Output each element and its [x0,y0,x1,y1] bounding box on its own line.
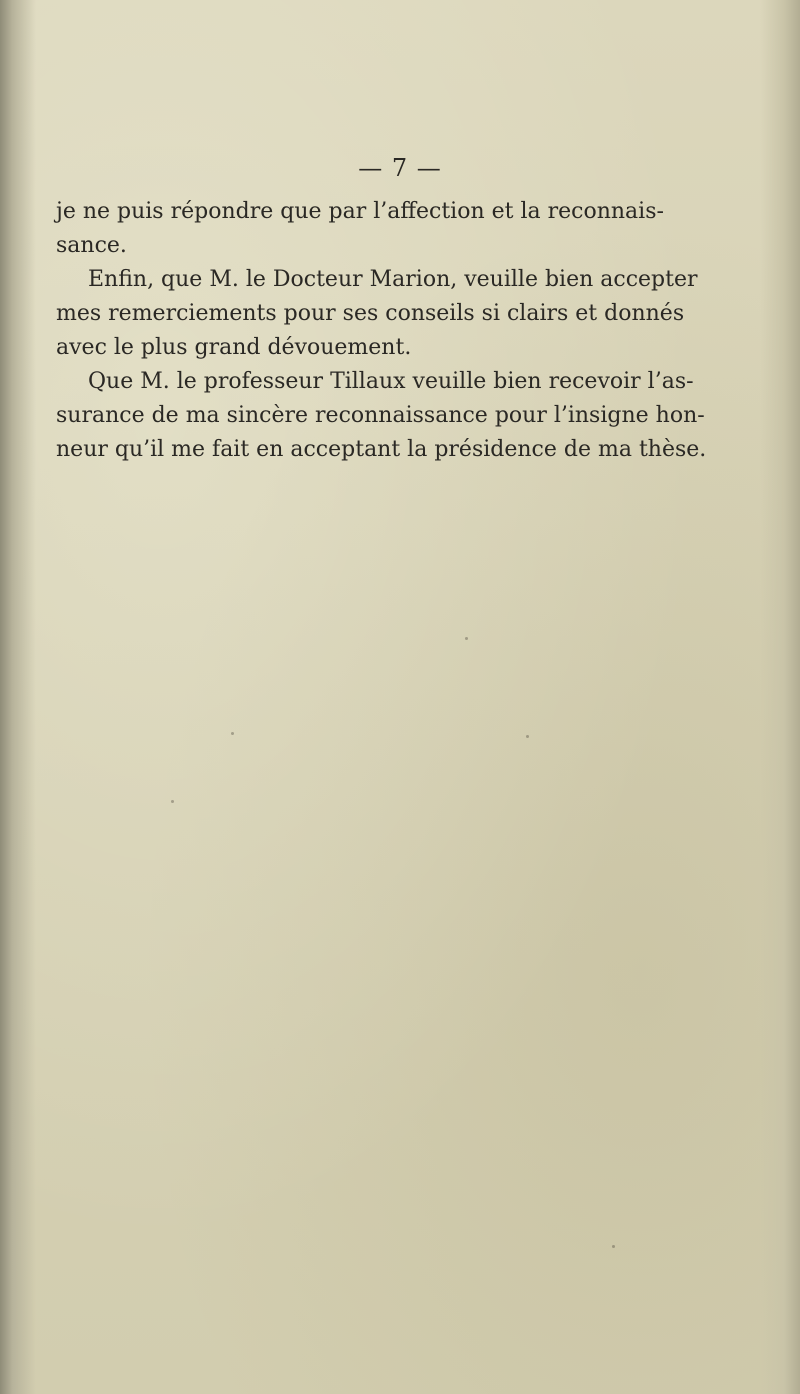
page-edge-left [0,0,36,1394]
text-line: Que M. le professeur Tillaux veuille bien recevoir l’as- [88,369,694,394]
text-line: avec le plus grand dévouement. [56,335,412,360]
page-edge-right [760,0,800,1394]
page-number: — 7 — [358,154,442,182]
text-line: Enfin, que M. le Docteur Marion, veuille bien accepter [88,267,698,292]
body-text [56,195,707,467]
paper-speck [526,735,529,738]
text-line: surance de ma sincère reconnaissance pour l’insigne hon- [56,403,705,428]
text-line: mes remerciements pour ses conseils si clairs et donnés [56,301,685,326]
paper-speck [171,800,174,803]
text-line: sance. [56,233,127,258]
text-line: je ne puis répondre que par l’affection et la reconnais- [56,199,664,224]
paper-speck [612,1245,615,1248]
paper-speck [231,732,234,735]
paper-speck [465,637,468,640]
text-line: neur qu’il me fait en acceptant la présidence de ma thèse. [56,437,707,462]
